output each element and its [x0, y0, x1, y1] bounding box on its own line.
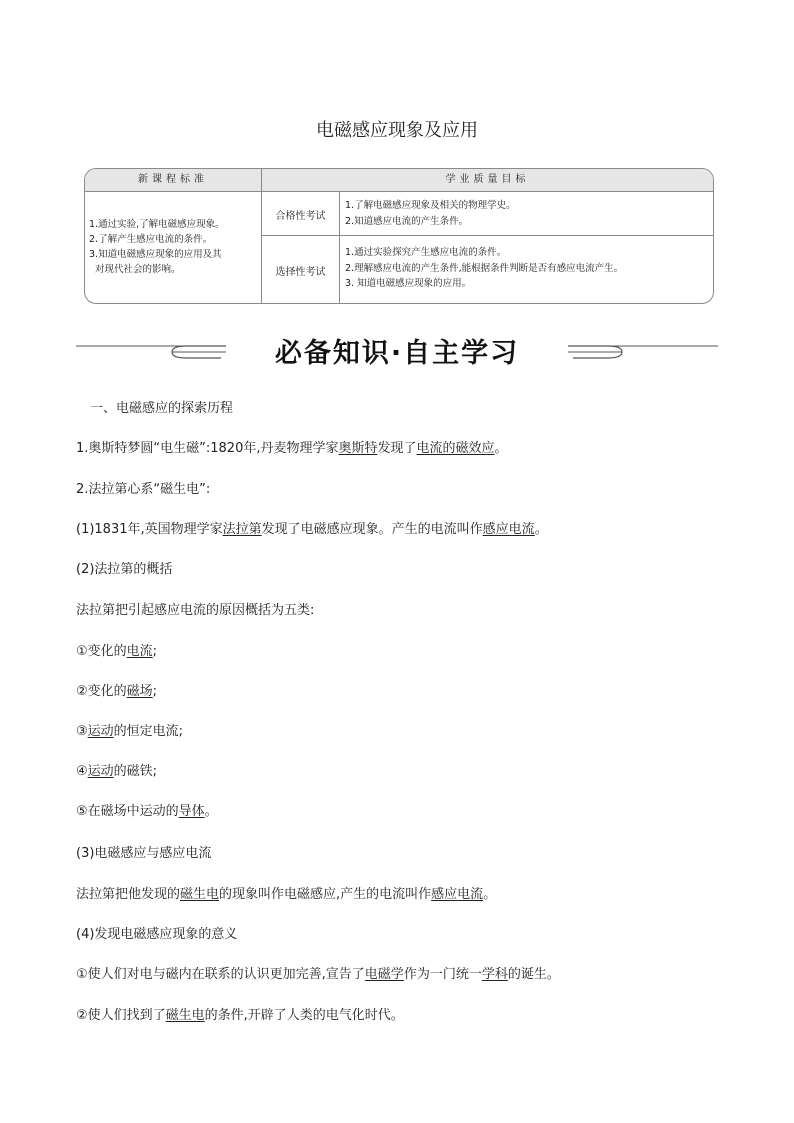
- list-item: [76, 640, 157, 659]
- answer-blank: 磁生电: [165, 1008, 205, 1023]
- text: 的恒定电流;: [113, 724, 184, 739]
- text: 的现象叫作电磁感应,产生的电流叫作: [219, 887, 432, 902]
- subheading: (3)电磁感应与感应电流: [76, 846, 212, 861]
- answer-blank: 电流的磁效应: [416, 441, 495, 456]
- text: 法拉第把他发现的: [76, 887, 181, 902]
- answer-blank: 奥斯特: [338, 441, 378, 456]
- table-divider: [261, 169, 262, 303]
- answer-blank: 磁生电: [180, 887, 220, 902]
- text: ;: [152, 684, 158, 699]
- text: 作为一门统一: [403, 967, 482, 982]
- paragraph: 法拉第把引起感应电流的原因概括为五类:: [76, 603, 315, 618]
- text: ;: [152, 644, 158, 659]
- text: 1.奥斯特梦圆“电生磁”:1820年,丹麦物理学家: [76, 441, 339, 456]
- paragraph-oersted: [76, 437, 508, 456]
- curriculum-item: 3.知道电磁感应现象的应用及其: [89, 249, 222, 260]
- text: ②使人们找到了: [76, 1008, 166, 1023]
- text: ③: [76, 724, 88, 739]
- paragraph: [76, 883, 496, 902]
- text: ⑤在磁场中运动的: [76, 804, 179, 819]
- text: ①变化的: [76, 644, 127, 659]
- curriculum-item: 2.了解产生感应电流的条件。: [89, 234, 213, 245]
- standards-table-header: [85, 169, 713, 192]
- paragraph-faraday-heading: 2.法拉第心系“磁生电”:: [76, 482, 211, 497]
- goal-item: 2.理解感应电流的产生条件,能根据条件判断是否有感应电流产生。: [345, 262, 624, 274]
- answer-blank: 导体: [178, 804, 205, 819]
- answer-blank: 运动: [87, 724, 114, 739]
- table-divider: [262, 235, 713, 236]
- paragraph: [76, 1004, 404, 1023]
- section-banner-title: 必备知识·自主学习: [274, 338, 520, 369]
- basic-exam-goals: [345, 198, 709, 229]
- goal-item: 1.通过实验探究产生感应电流的条件。: [345, 247, 507, 258]
- text: 。: [204, 804, 218, 819]
- list-item: [76, 760, 157, 779]
- standards-table: [84, 168, 714, 304]
- answer-blank: 电流: [126, 644, 153, 659]
- header-new-curriculum: 新课程标准: [138, 174, 208, 185]
- subheading: (2)法拉第的概括: [76, 562, 173, 577]
- list-item: [76, 680, 157, 699]
- text: (1)1831年,英国物理学家: [76, 522, 223, 537]
- curriculum-item: 对现代社会的影响。: [89, 264, 181, 275]
- list-item: [76, 720, 183, 739]
- text: 发现了电磁感应现象。产生的电流叫作: [261, 522, 483, 537]
- page-title: 电磁感应现象及应用: [316, 120, 478, 141]
- text: 。: [483, 887, 497, 902]
- text: 。: [494, 441, 508, 456]
- paragraph-faraday-discovery: [76, 518, 548, 537]
- answer-blank: 电磁学: [364, 967, 404, 982]
- text: 的条件,开辟了人类的电气化时代。: [204, 1008, 404, 1023]
- answer-blank: 感应电流: [482, 522, 535, 537]
- paragraph: [76, 963, 560, 982]
- text: 的诞生。: [507, 967, 560, 982]
- section-heading: 一、电磁感应的探索历程: [90, 401, 234, 416]
- text: ②变化的: [76, 684, 127, 699]
- answer-blank: 学科: [481, 967, 508, 982]
- goal-item: 1.了解电磁感应现象及相关的物理学史。: [345, 200, 516, 211]
- answer-blank: 感应电流: [431, 887, 484, 902]
- text: 发现了: [377, 441, 417, 456]
- curriculum-standards-list: [89, 217, 257, 277]
- answer-blank: 磁场: [126, 684, 153, 699]
- text: ④: [76, 764, 88, 779]
- text: 。: [534, 522, 548, 537]
- goal-item: 2.知道感应电流的产生条件。: [345, 215, 469, 227]
- text: 的磁铁;: [113, 764, 158, 779]
- row-label-elective-exam: 选择性考试: [275, 267, 326, 278]
- goal-item: 3. 知道电磁感应现象的应用。: [345, 278, 472, 289]
- answer-blank: 运动: [87, 764, 114, 779]
- subheading: (4)发现电磁感应现象的意义: [76, 927, 238, 942]
- table-divider: [339, 191, 340, 303]
- text: ①使人们对电与磁内在联系的认识更加完善,宣告了: [76, 967, 365, 982]
- answer-blank: 法拉第: [222, 522, 262, 537]
- curriculum-item: 1.通过实验,了解电磁感应现象。: [89, 219, 225, 230]
- elective-exam-goals: [345, 245, 709, 292]
- header-quality-goals: 学业质量目标: [445, 174, 530, 185]
- list-item: [76, 800, 218, 819]
- row-label-basic-exam: 合格性考试: [275, 211, 326, 222]
